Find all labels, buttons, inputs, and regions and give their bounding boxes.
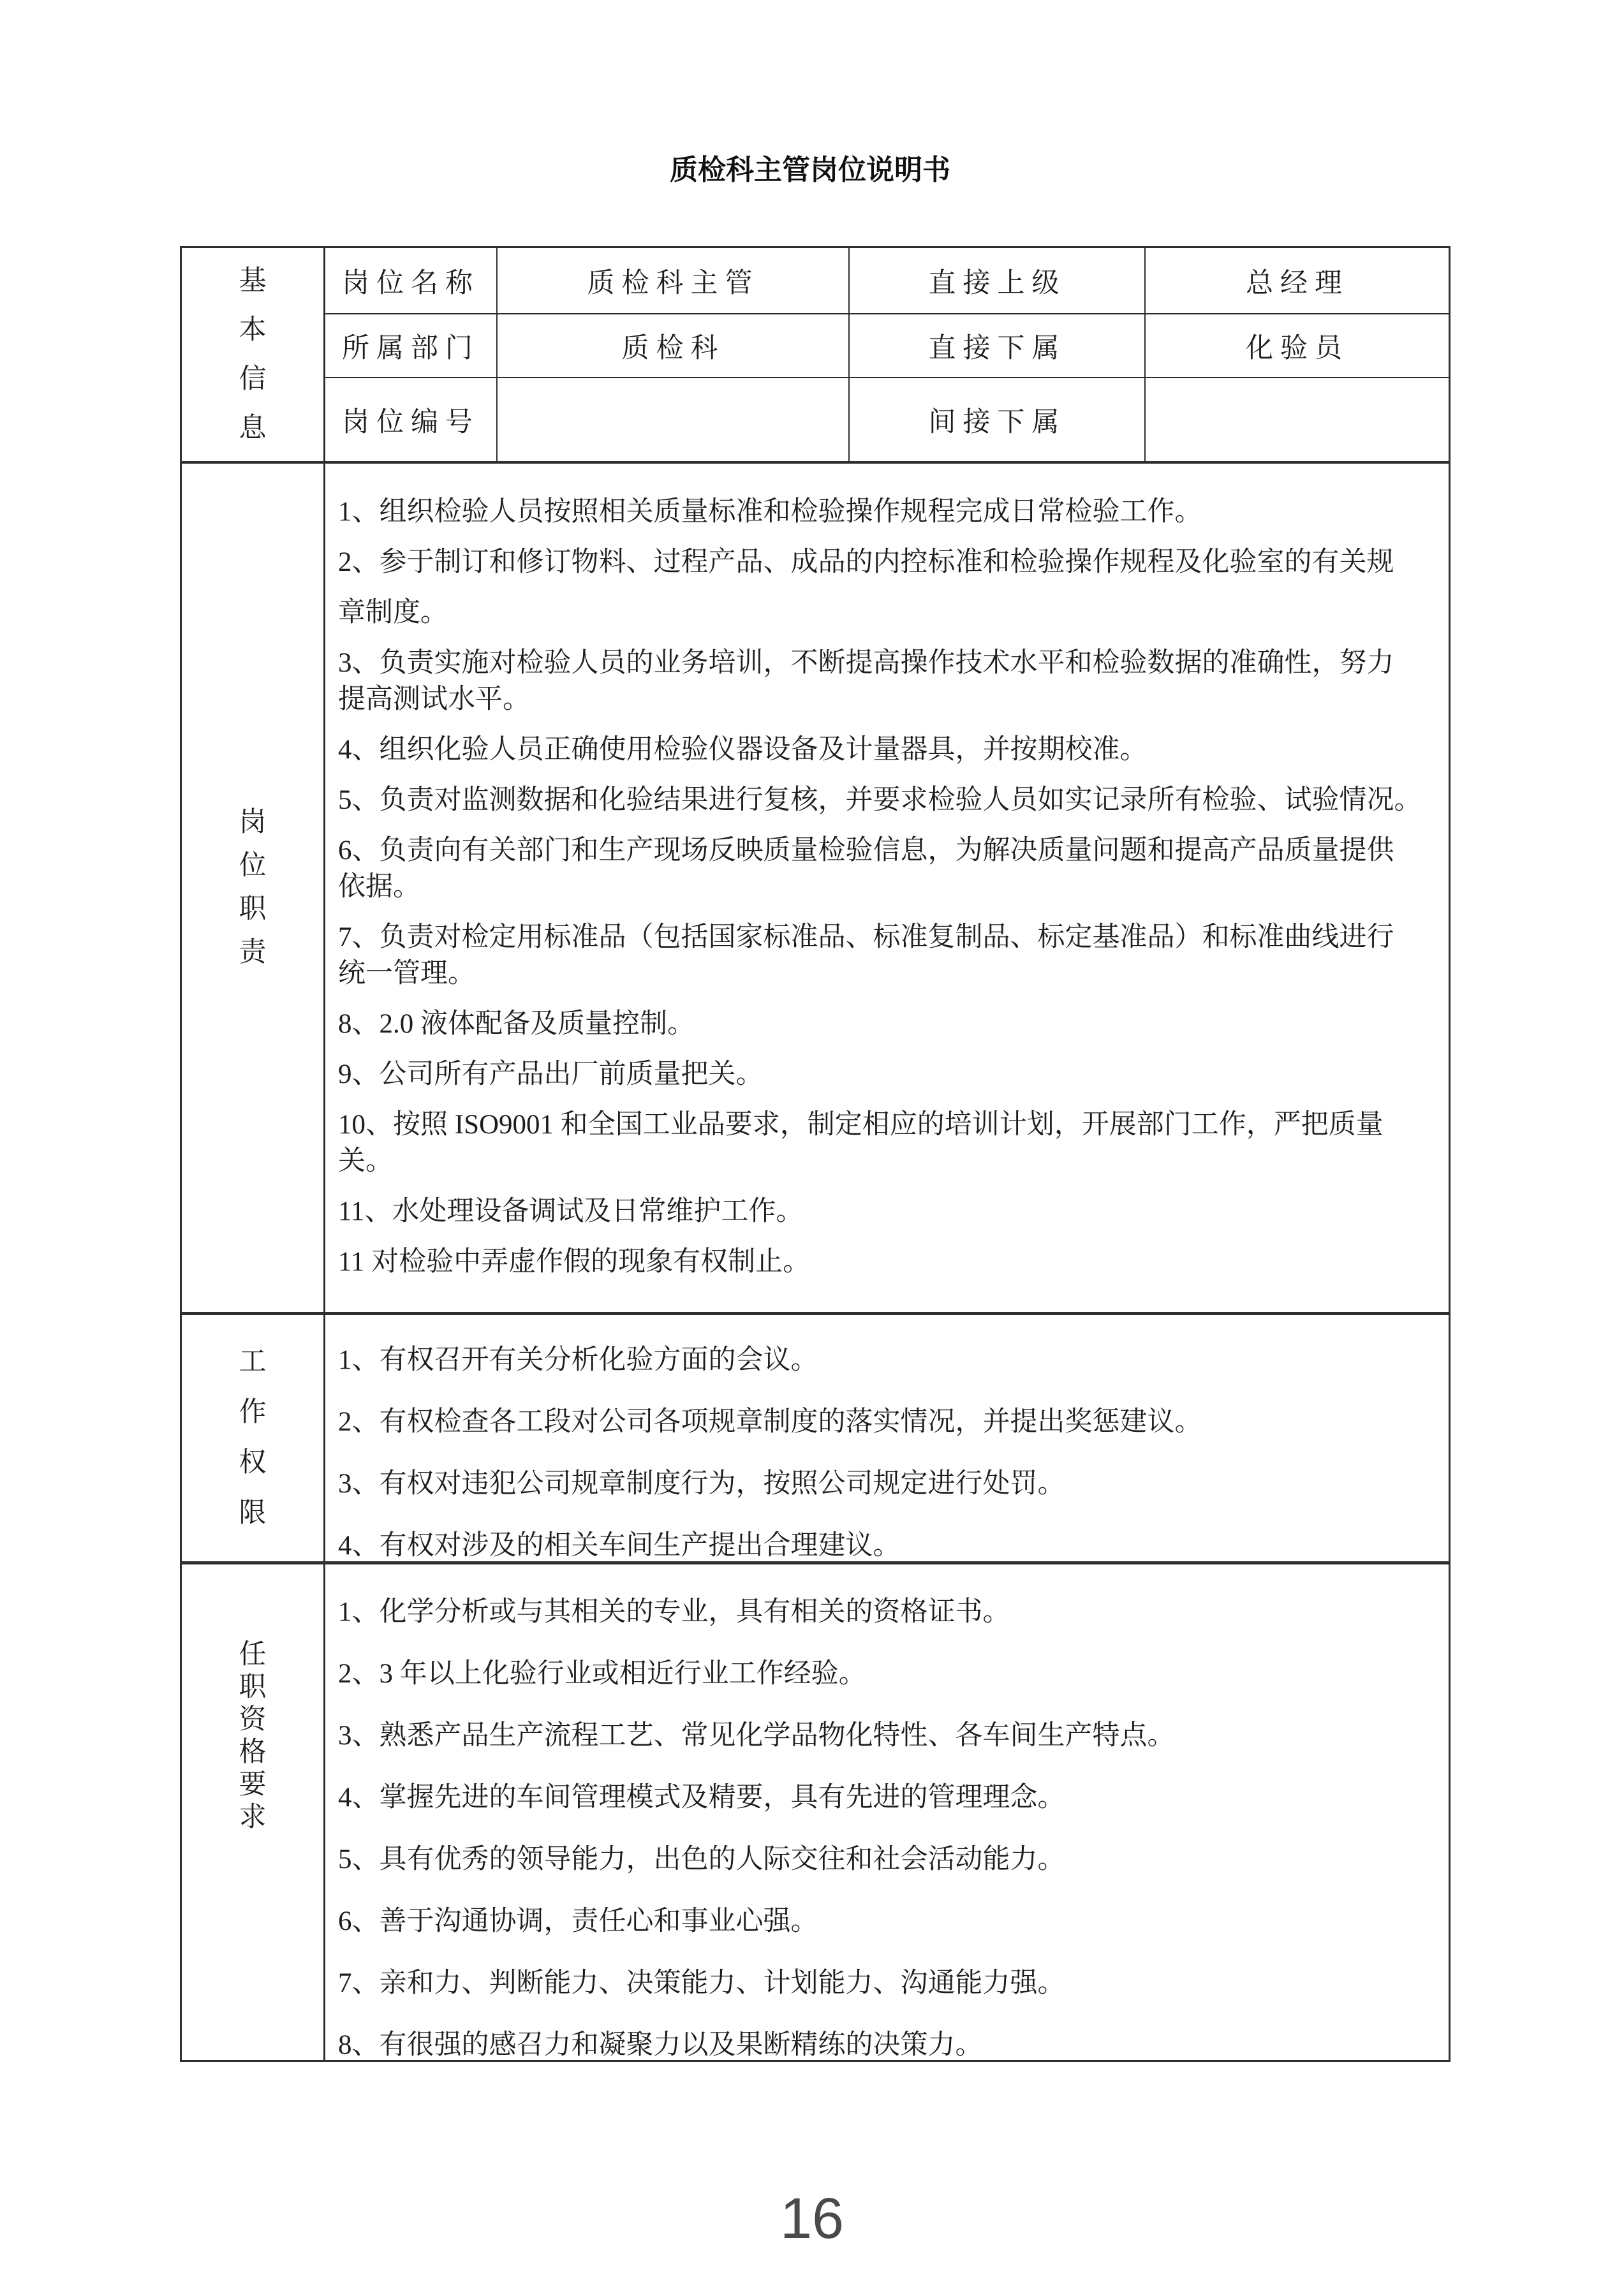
field-label-direct-subordinate: 直接下属 [928, 333, 1067, 364]
section-label-char: 工 [239, 1347, 267, 1377]
job-description-table [180, 246, 1451, 2062]
section-label-char: 岗 [239, 807, 267, 837]
section-label-char: 格 [239, 1737, 267, 1767]
list-item: 4、组织化验人员正确使用检验仪器设备及计量器具，并按期校准。 [338, 735, 1148, 765]
section-label-char: 职 [239, 1672, 267, 1702]
list-item: 5、具有优秀的领导能力，出色的人际交往和社会活动能力。 [338, 1844, 1065, 1874]
section-label-basic-info [182, 248, 323, 461]
field-label-department: 所属部门 [342, 333, 480, 364]
list-item: 8、有很强的感召力和凝聚力以及果断精练的决策力。 [338, 2030, 983, 2060]
list-item: 1、化学分析或与其相关的专业，具有相关的资格证书。 [338, 1597, 1010, 1627]
list-item: 3、负责实施对检验人员的业务培训，不断提高操作技术水平和检验数据的准确性，努力 提高测试水平。 [338, 648, 1394, 714]
list-item: 5、负责对监测数据和化验结果进行复核，并要求检验人员如实记录所有检验、试验情况。 [338, 785, 1422, 815]
list-item: 6、负责向有关部门和生产现场反映质量检验信息，为解决质量问题和提高产品质量提供 依据。 [338, 835, 1394, 902]
field-value-indirect-subordinate [1146, 378, 1449, 461]
field-value-direct-superior: 总经理 [1246, 268, 1349, 298]
section-label-char: 职 [239, 894, 267, 924]
field-value-department: 质检科 [621, 333, 725, 364]
field-label-position-number: 岗位编号 [342, 407, 480, 438]
section-label-char: 作 [239, 1397, 267, 1427]
list-item: 4、掌握先进的车间管理模式及精要，具有先进的管理理念。 [338, 1783, 1065, 1813]
list-item: 2、参于制订和修订物料、过程产品、成品的内控标准和检验操作规程及化验室的有关规 [338, 547, 1394, 577]
section-label-char: 限 [239, 1498, 267, 1528]
list-item: 7、负责对检定用标准品（包括国家标准品、标准复制品、标定基准品）和标准曲线进行 统一管理。 [338, 922, 1394, 989]
section-label-char: 息 [239, 413, 267, 443]
section-label-char: 信 [239, 364, 267, 394]
section-label-char: 权 [239, 1448, 267, 1478]
field-value-direct-subordinate: 化验员 [1246, 333, 1349, 364]
list-item: 11、水处理设备调试及日常维护工作。 [338, 1196, 804, 1226]
list-item: 2、3 年以上化验行业或相近行业工作经验。 [338, 1659, 866, 1689]
section-label-char: 求 [239, 1802, 267, 1832]
section-label-duties [182, 463, 323, 1312]
list-item: 3、有权对违犯公司规章制度行为，按照公司规定进行处罚。 [338, 1469, 1065, 1499]
qualifications-list [325, 1563, 1449, 2060]
list-item: 3、熟悉产品生产流程工艺、常见化学品物化特性、各车间生产特点。 [338, 1721, 1175, 1751]
field-value-position-number [498, 378, 848, 461]
list-item: 6、善于沟通协调，责任心和事业心强。 [338, 1906, 818, 1936]
list-item: 1、有权召开有关分析化验方面的会议。 [338, 1345, 818, 1375]
duties-list [325, 463, 1449, 1312]
section-label-authority [182, 1314, 323, 1561]
list-item: 11 对检验中弄虚作假的现象有权制止。 [338, 1247, 811, 1277]
authority-list [325, 1314, 1449, 1561]
section-label-char: 资 [239, 1705, 267, 1735]
field-label-position-name: 岗位名称 [342, 268, 480, 298]
field-label-indirect-subordinate: 间接下属 [928, 407, 1067, 438]
section-label-char: 要 [239, 1770, 267, 1800]
document-title: 质检科主管岗位说明书 [670, 154, 950, 186]
list-item: 9、公司所有产品出厂前质量把关。 [338, 1059, 764, 1089]
field-value-position-name: 质检科主管 [587, 268, 760, 298]
section-label-char: 位 [239, 850, 267, 881]
section-label-char: 本 [239, 315, 267, 345]
section-label-char: 责 [239, 937, 267, 968]
table-vertical-line [848, 248, 850, 461]
list-item: 7、亲和力、判断能力、决策能力、计划能力、沟通能力强。 [338, 1968, 1065, 1998]
list-item: 章制度。 [338, 598, 448, 628]
list-item: 1、组织检验人员按照相关质量标准和检验操作规程完成日常检验工作。 [338, 497, 1202, 527]
table-vertical-line [496, 248, 498, 461]
list-item: 8、2.0 液体配备及质量控制。 [338, 1009, 695, 1039]
list-item: 2、有权检查各工段对公司各项规章制度的落实情况，并提出奖惩建议。 [338, 1407, 1202, 1437]
section-label-qualifications [182, 1563, 323, 2060]
table-vertical-line [1144, 248, 1146, 461]
section-label-char: 基 [239, 266, 267, 296]
page-number: 16 [779, 2187, 845, 2251]
list-item: 4、有权对涉及的相关车间生产提出合理建议。 [338, 1531, 901, 1561]
section-label-char: 任 [239, 1640, 267, 1670]
list-item: 10、按照 ISO9001 和全国工业品要求，制定相应的培训计划，开展部门工作，严把质量 关。 [338, 1110, 1384, 1176]
field-label-direct-superior: 直接上级 [928, 268, 1067, 298]
